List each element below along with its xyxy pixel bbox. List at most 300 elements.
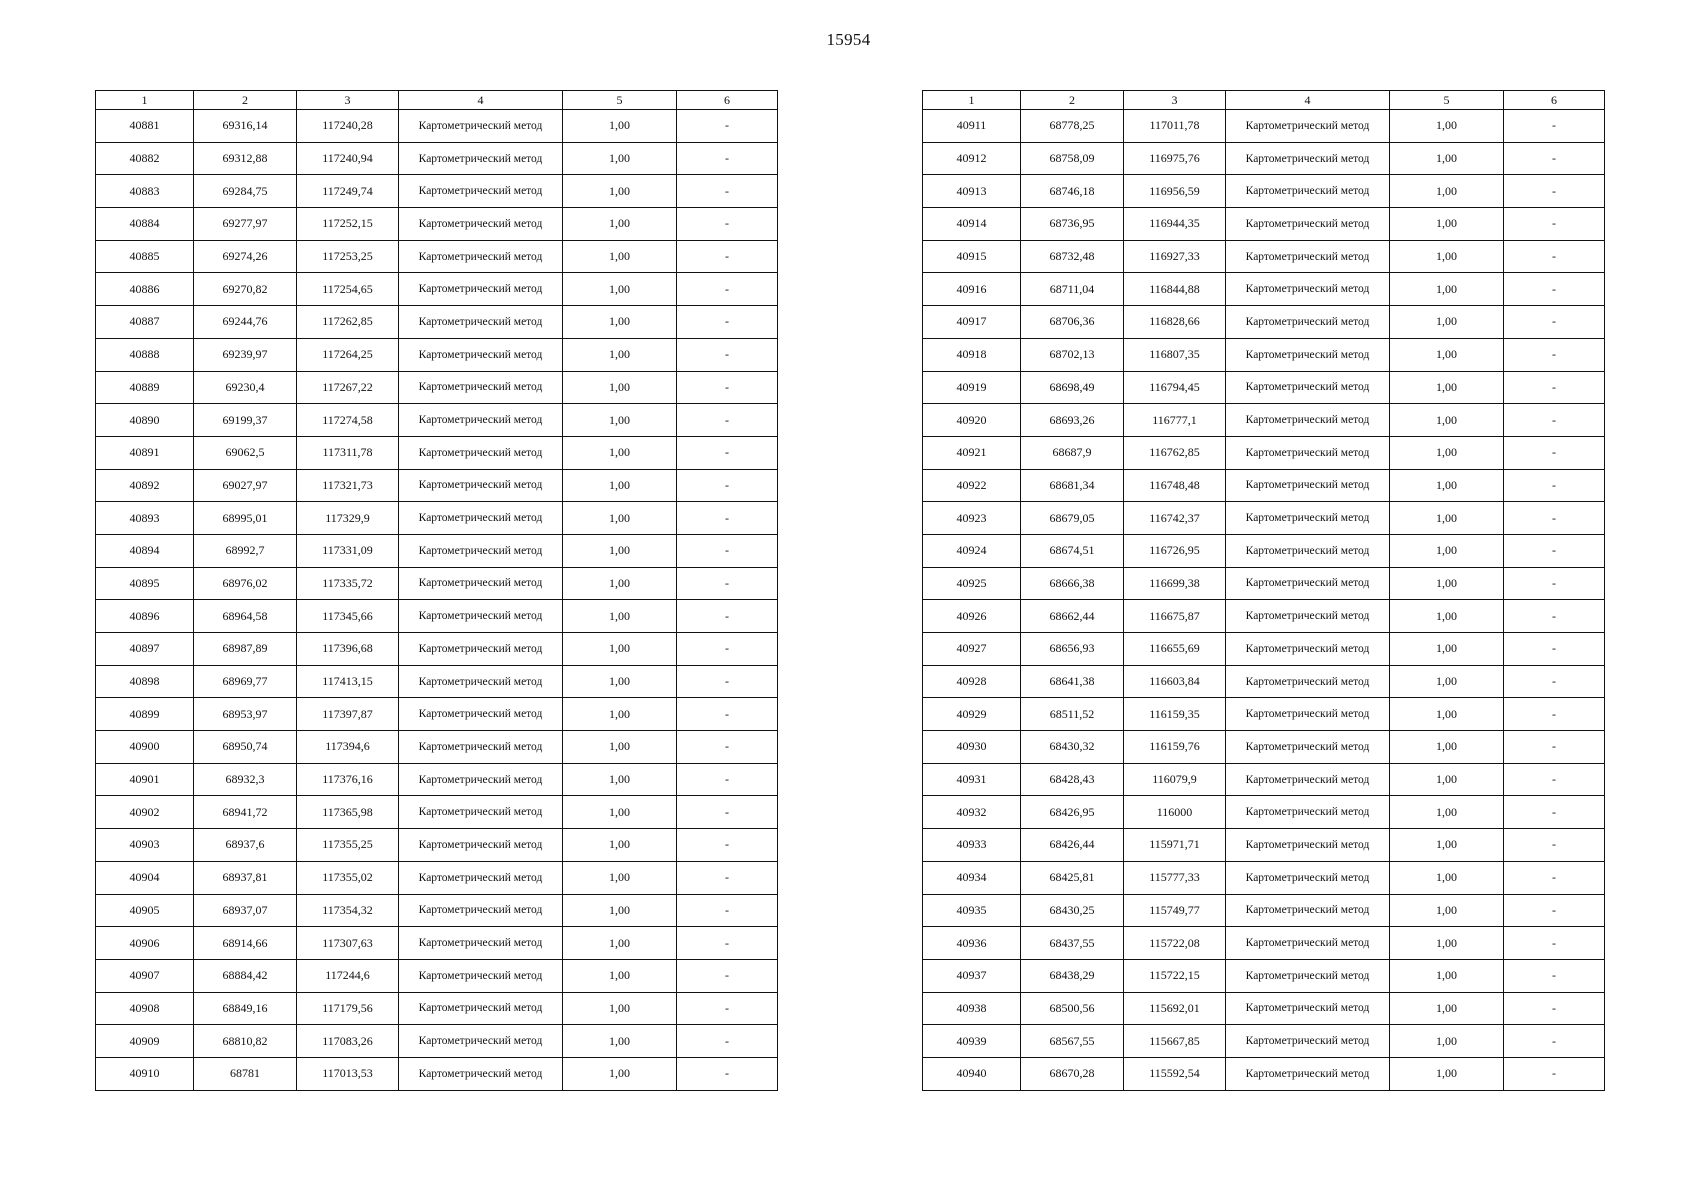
point-number-cell: 40884 [96,208,194,241]
method-cell: Картометрический метод [1226,175,1390,208]
point-number-cell: 40909 [96,1025,194,1058]
point-number-cell: 40902 [96,796,194,829]
point-number-cell: 40919 [923,371,1021,404]
column-header: 3 [297,91,399,110]
description-cell: - [1504,829,1605,862]
point-number-cell: 40895 [96,567,194,600]
point-number-cell: 40898 [96,665,194,698]
x-coordinate-cell: 68884,42 [194,959,297,992]
column-header: 4 [1226,91,1390,110]
table-row [923,861,1605,894]
x-coordinate-cell: 68711,04 [1021,273,1124,306]
table-row [923,371,1605,404]
method-cell: Картометрический метод [1226,404,1390,437]
description-cell: - [677,142,778,175]
description-cell: - [677,469,778,502]
accuracy-cell: 1,00 [1390,796,1504,829]
point-number-cell: 40938 [923,992,1021,1025]
table-row [96,338,778,371]
description-cell: - [677,894,778,927]
description-cell: - [677,567,778,600]
table-row [96,436,778,469]
page-number: 15954 [826,30,871,49]
y-coordinate-cell: 117365,98 [297,796,399,829]
accuracy-cell: 1,00 [563,829,677,862]
table-row [923,469,1605,502]
accuracy-cell: 1,00 [1390,731,1504,764]
x-coordinate-cell: 68987,89 [194,633,297,666]
y-coordinate-cell: 117331,09 [297,534,399,567]
accuracy-cell: 1,00 [563,894,677,927]
description-cell: - [1504,567,1605,600]
method-cell: Картометрический метод [399,404,563,437]
accuracy-cell: 1,00 [563,567,677,600]
point-number-cell: 40934 [923,861,1021,894]
y-coordinate-cell: 117321,73 [297,469,399,502]
table-row [923,959,1605,992]
y-coordinate-cell: 117355,25 [297,829,399,862]
method-cell: Картометрический метод [1226,567,1390,600]
y-coordinate-cell: 115749,77 [1124,894,1226,927]
point-number-cell: 40881 [96,110,194,143]
table-row [923,894,1605,927]
x-coordinate-cell: 68674,51 [1021,534,1124,567]
x-coordinate-cell: 68736,95 [1021,208,1124,241]
y-coordinate-cell: 116956,59 [1124,175,1226,208]
accuracy-cell: 1,00 [1390,861,1504,894]
table-row [96,665,778,698]
method-cell: Картометрический метод [399,175,563,208]
x-coordinate-cell: 69239,97 [194,338,297,371]
description-cell: - [1504,338,1605,371]
table-row [923,1025,1605,1058]
x-coordinate-cell: 68964,58 [194,600,297,633]
accuracy-cell: 1,00 [1390,534,1504,567]
y-coordinate-cell: 116079,9 [1124,763,1226,796]
description-cell: - [1504,175,1605,208]
table-row [96,142,778,175]
description-cell: - [1504,731,1605,764]
y-coordinate-cell: 117354,32 [297,894,399,927]
point-number-cell: 40894 [96,534,194,567]
method-cell: Картометрический метод [1226,502,1390,535]
x-coordinate-cell: 68781 [194,1057,297,1090]
accuracy-cell: 1,00 [1390,698,1504,731]
method-cell: Картометрический метод [1226,633,1390,666]
table-row [923,142,1605,175]
x-coordinate-cell: 68758,09 [1021,142,1124,175]
accuracy-cell: 1,00 [563,665,677,698]
accuracy-cell: 1,00 [1390,208,1504,241]
method-cell: Картометрический метод [399,273,563,306]
y-coordinate-cell: 117264,25 [297,338,399,371]
table-row [96,1025,778,1058]
y-coordinate-cell: 115722,08 [1124,927,1226,960]
method-cell: Картометрический метод [399,338,563,371]
x-coordinate-cell: 68426,95 [1021,796,1124,829]
method-cell: Картометрический метод [399,763,563,796]
y-coordinate-cell: 117355,02 [297,861,399,894]
y-coordinate-cell: 116975,76 [1124,142,1226,175]
point-number-cell: 40907 [96,959,194,992]
point-number-cell: 40927 [923,633,1021,666]
method-cell: Картометрический метод [399,600,563,633]
x-coordinate-cell: 68687,9 [1021,436,1124,469]
column-header: 5 [1390,91,1504,110]
table-row [923,534,1605,567]
description-cell: - [677,796,778,829]
description-cell: - [677,110,778,143]
coordinates-table-right [922,90,1605,1091]
accuracy-cell: 1,00 [563,861,677,894]
column-header: 1 [923,91,1021,110]
y-coordinate-cell: 116777,1 [1124,404,1226,437]
column-header: 6 [1504,91,1605,110]
table-row [923,567,1605,600]
point-number-cell: 40885 [96,240,194,273]
accuracy-cell: 1,00 [563,436,677,469]
table-row [923,240,1605,273]
accuracy-cell: 1,00 [563,1025,677,1058]
point-number-cell: 40923 [923,502,1021,535]
point-number-cell: 40930 [923,731,1021,764]
table-row [96,829,778,862]
description-cell: - [1504,502,1605,535]
method-cell: Картометрический метод [399,894,563,927]
table-header-row [96,91,778,110]
x-coordinate-cell: 68732,48 [1021,240,1124,273]
accuracy-cell: 1,00 [563,796,677,829]
description-cell: - [1504,796,1605,829]
description-cell: - [1504,763,1605,796]
method-cell: Картометрический метод [1226,1025,1390,1058]
accuracy-cell: 1,00 [563,273,677,306]
y-coordinate-cell: 117253,25 [297,240,399,273]
method-cell: Картометрический метод [399,502,563,535]
accuracy-cell: 1,00 [563,763,677,796]
x-coordinate-cell: 69316,14 [194,110,297,143]
method-cell: Картометрический метод [399,306,563,339]
method-cell: Картометрический метод [1226,436,1390,469]
description-cell: - [1504,534,1605,567]
description-cell: - [677,502,778,535]
description-cell: - [1504,436,1605,469]
description-cell: - [1504,1025,1605,1058]
description-cell: - [677,175,778,208]
x-coordinate-cell: 68941,72 [194,796,297,829]
point-number-cell: 40892 [96,469,194,502]
method-cell: Картометрический метод [1226,371,1390,404]
table-row [923,927,1605,960]
x-coordinate-cell: 68430,25 [1021,894,1124,927]
method-cell: Картометрический метод [399,665,563,698]
accuracy-cell: 1,00 [563,502,677,535]
x-coordinate-cell: 68849,16 [194,992,297,1025]
point-number-cell: 40921 [923,436,1021,469]
point-number-cell: 40904 [96,861,194,894]
accuracy-cell: 1,00 [1390,371,1504,404]
y-coordinate-cell: 117311,78 [297,436,399,469]
column-header: 3 [1124,91,1226,110]
y-coordinate-cell: 117413,15 [297,665,399,698]
coordinates-table-left [95,90,778,1091]
point-number-cell: 40890 [96,404,194,437]
method-cell: Картометрический метод [399,1057,563,1090]
y-coordinate-cell: 116762,85 [1124,436,1226,469]
method-cell: Картометрический метод [399,1025,563,1058]
table-row [923,175,1605,208]
table-row [96,861,778,894]
x-coordinate-cell: 68937,81 [194,861,297,894]
table-row [923,110,1605,143]
point-number-cell: 40940 [923,1057,1021,1090]
method-cell: Картометрический метод [1226,1057,1390,1090]
accuracy-cell: 1,00 [1390,502,1504,535]
y-coordinate-cell: 117376,16 [297,763,399,796]
table-row [96,796,778,829]
description-cell: - [677,665,778,698]
point-number-cell: 40910 [96,1057,194,1090]
point-number-cell: 40889 [96,371,194,404]
accuracy-cell: 1,00 [563,404,677,437]
method-cell: Картометрический метод [399,567,563,600]
accuracy-cell: 1,00 [563,306,677,339]
x-coordinate-cell: 68953,97 [194,698,297,731]
accuracy-cell: 1,00 [563,600,677,633]
y-coordinate-cell: 117244,6 [297,959,399,992]
table-header-row [923,91,1605,110]
y-coordinate-cell: 116159,76 [1124,731,1226,764]
table-row [923,1057,1605,1090]
accuracy-cell: 1,00 [563,1057,677,1090]
accuracy-cell: 1,00 [1390,633,1504,666]
method-cell: Картометрический метод [1226,665,1390,698]
point-number-cell: 40925 [923,567,1021,600]
table-row [96,404,778,437]
y-coordinate-cell: 116748,48 [1124,469,1226,502]
description-cell: - [1504,1057,1605,1090]
method-cell: Картометрический метод [399,796,563,829]
table-body [923,110,1605,1091]
point-number-cell: 40896 [96,600,194,633]
point-number-cell: 40920 [923,404,1021,437]
description-cell: - [1504,371,1605,404]
column-header: 4 [399,91,563,110]
accuracy-cell: 1,00 [1390,829,1504,862]
x-coordinate-cell: 68932,3 [194,763,297,796]
table-row [923,338,1605,371]
x-coordinate-cell: 68437,55 [1021,927,1124,960]
table-row [923,502,1605,535]
y-coordinate-cell: 115777,33 [1124,861,1226,894]
table-row [96,731,778,764]
x-coordinate-cell: 68706,36 [1021,306,1124,339]
method-cell: Картометрический метод [399,142,563,175]
y-coordinate-cell: 115722,15 [1124,959,1226,992]
method-cell: Картометрический метод [399,698,563,731]
description-cell: - [1504,600,1605,633]
x-coordinate-cell: 69230,4 [194,371,297,404]
table-row [96,763,778,796]
accuracy-cell: 1,00 [1390,927,1504,960]
description-cell: - [1504,142,1605,175]
x-coordinate-cell: 69277,97 [194,208,297,241]
table-row [923,208,1605,241]
description-cell: - [677,306,778,339]
y-coordinate-cell: 115592,54 [1124,1057,1226,1090]
point-number-cell: 40911 [923,110,1021,143]
y-coordinate-cell: 117267,22 [297,371,399,404]
method-cell: Картометрический метод [399,371,563,404]
description-cell: - [677,927,778,960]
description-cell: - [677,861,778,894]
x-coordinate-cell: 68567,55 [1021,1025,1124,1058]
accuracy-cell: 1,00 [1390,273,1504,306]
description-cell: - [1504,992,1605,1025]
description-cell: - [677,829,778,862]
accuracy-cell: 1,00 [563,371,677,404]
accuracy-cell: 1,00 [563,731,677,764]
accuracy-cell: 1,00 [563,338,677,371]
description-cell: - [1504,959,1605,992]
description-cell: - [677,959,778,992]
point-number-cell: 40903 [96,829,194,862]
x-coordinate-cell: 68914,66 [194,927,297,960]
table-row [96,306,778,339]
accuracy-cell: 1,00 [1390,142,1504,175]
x-coordinate-cell: 68641,38 [1021,665,1124,698]
description-cell: - [677,371,778,404]
y-coordinate-cell: 116699,38 [1124,567,1226,600]
accuracy-cell: 1,00 [1390,1057,1504,1090]
table-row [96,469,778,502]
accuracy-cell: 1,00 [1390,992,1504,1025]
method-cell: Картометрический метод [1226,927,1390,960]
method-cell: Картометрический метод [1226,731,1390,764]
accuracy-cell: 1,00 [1390,959,1504,992]
point-number-cell: 40897 [96,633,194,666]
accuracy-cell: 1,00 [1390,469,1504,502]
method-cell: Картометрический метод [1226,829,1390,862]
description-cell: - [1504,306,1605,339]
point-number-cell: 40905 [96,894,194,927]
column-header: 6 [677,91,778,110]
description-cell: - [1504,110,1605,143]
accuracy-cell: 1,00 [563,110,677,143]
method-cell: Картометрический метод [1226,763,1390,796]
point-number-cell: 40906 [96,927,194,960]
y-coordinate-cell: 117262,85 [297,306,399,339]
method-cell: Картометрический метод [399,861,563,894]
point-number-cell: 40908 [96,992,194,1025]
method-cell: Картометрический метод [399,208,563,241]
x-coordinate-cell: 68969,77 [194,665,297,698]
point-number-cell: 40916 [923,273,1021,306]
table-row [96,894,778,927]
x-coordinate-cell: 69244,76 [194,306,297,339]
accuracy-cell: 1,00 [1390,240,1504,273]
x-coordinate-cell: 68746,18 [1021,175,1124,208]
accuracy-cell: 1,00 [1390,600,1504,633]
description-cell: - [677,436,778,469]
point-number-cell: 40931 [923,763,1021,796]
x-coordinate-cell: 68426,44 [1021,829,1124,862]
point-number-cell: 40914 [923,208,1021,241]
method-cell: Картометрический метод [1226,273,1390,306]
description-cell: - [677,763,778,796]
point-number-cell: 40912 [923,142,1021,175]
y-coordinate-cell: 116807,35 [1124,338,1226,371]
accuracy-cell: 1,00 [1390,665,1504,698]
description-cell: - [1504,927,1605,960]
method-cell: Картометрический метод [399,110,563,143]
table-row [96,502,778,535]
method-cell: Картометрический метод [399,240,563,273]
accuracy-cell: 1,00 [563,208,677,241]
y-coordinate-cell: 117345,66 [297,600,399,633]
description-cell: - [677,633,778,666]
point-number-cell: 40888 [96,338,194,371]
description-cell: - [1504,469,1605,502]
x-coordinate-cell: 68698,49 [1021,371,1124,404]
description-cell: - [677,731,778,764]
y-coordinate-cell: 116726,95 [1124,534,1226,567]
method-cell: Картометрический метод [399,927,563,960]
x-coordinate-cell: 69270,82 [194,273,297,306]
method-cell: Картометрический метод [1226,208,1390,241]
point-number-cell: 40935 [923,894,1021,927]
table-row [923,273,1605,306]
accuracy-cell: 1,00 [563,240,677,273]
x-coordinate-cell: 68656,93 [1021,633,1124,666]
y-coordinate-cell: 117254,65 [297,273,399,306]
column-header: 2 [194,91,297,110]
x-coordinate-cell: 68670,28 [1021,1057,1124,1090]
method-cell: Картометрический метод [1226,306,1390,339]
accuracy-cell: 1,00 [563,469,677,502]
method-cell: Картометрический метод [1226,796,1390,829]
method-cell: Картометрический метод [1226,959,1390,992]
x-coordinate-cell: 68425,81 [1021,861,1124,894]
accuracy-cell: 1,00 [1390,436,1504,469]
y-coordinate-cell: 116927,33 [1124,240,1226,273]
y-coordinate-cell: 115692,01 [1124,992,1226,1025]
accuracy-cell: 1,00 [1390,404,1504,437]
x-coordinate-cell: 68995,01 [194,502,297,535]
point-number-cell: 40899 [96,698,194,731]
y-coordinate-cell: 117252,15 [297,208,399,241]
point-number-cell: 40915 [923,240,1021,273]
x-coordinate-cell: 68937,6 [194,829,297,862]
description-cell: - [677,992,778,1025]
accuracy-cell: 1,00 [563,142,677,175]
method-cell: Картометрический метод [399,436,563,469]
table-row [923,665,1605,698]
y-coordinate-cell: 116000 [1124,796,1226,829]
y-coordinate-cell: 117240,94 [297,142,399,175]
point-number-cell: 40886 [96,273,194,306]
accuracy-cell: 1,00 [563,175,677,208]
x-coordinate-cell: 68810,82 [194,1025,297,1058]
method-cell: Картометрический метод [1226,469,1390,502]
table-row [96,175,778,208]
point-number-cell: 40913 [923,175,1021,208]
x-coordinate-cell: 68500,56 [1021,992,1124,1025]
x-coordinate-cell: 68679,05 [1021,502,1124,535]
accuracy-cell: 1,00 [1390,567,1504,600]
y-coordinate-cell: 116655,69 [1124,633,1226,666]
method-cell: Картометрический метод [399,534,563,567]
